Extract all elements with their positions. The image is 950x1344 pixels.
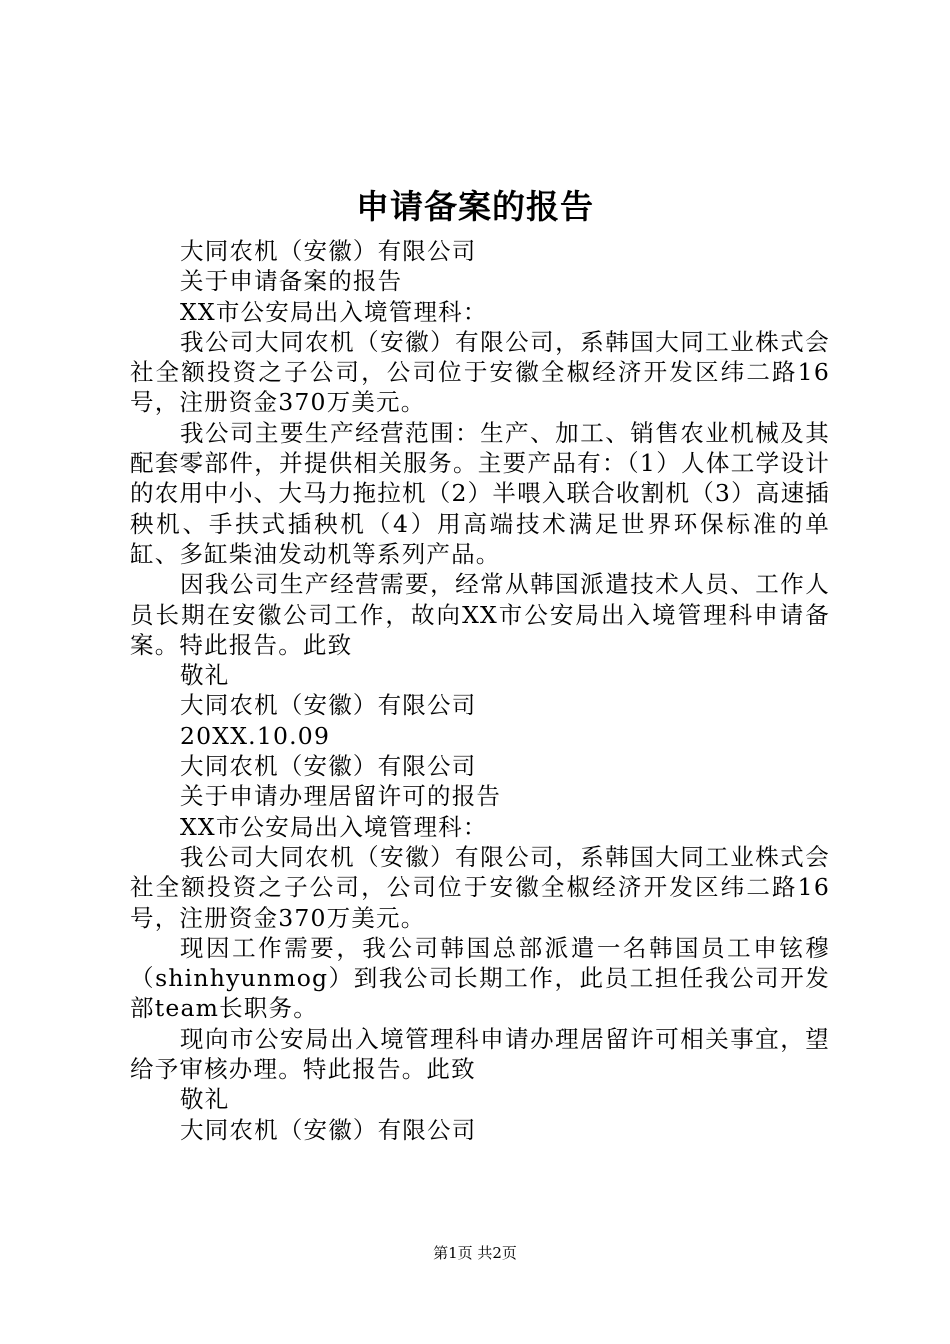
paragraph: XX市公安局出入境管理科：	[180, 297, 488, 326]
paragraph: 因我公司生产经营需要，经常从韩国派遣技术人员、工作人员长期在安徽公司工作，故向XX市公安局出入境管理科申请备案。特此报告。此致	[130, 570, 830, 659]
paragraph: 20XX.10.09	[180, 721, 331, 750]
paragraph: 关于申请备案的报告	[180, 267, 403, 296]
paragraph: 大同农机（安徽）有限公司	[180, 691, 477, 720]
paragraph: 关于申请办理居留许可的报告	[180, 782, 502, 811]
document-title: 申请备案的报告	[356, 187, 594, 226]
paragraph: 敬礼	[180, 1085, 230, 1114]
paragraph: 我公司主要生产经营范围：生产、加工、销售农业机械及其配套零部件，并提供相关服务。主要产品有：（1）人体工学设计的农用中小、大马力拖拉机（2）半喂入联合收割机（3）高速插秧机、手扶式插秧机（4）用高端技术满足世界环保标准的单缸、多缸柴油发动机等系列产品。	[130, 418, 830, 568]
paragraph: 现因工作需要，我公司韩国总部派遣一名韩国员工申铉穆（shinhyunmog）到我公司长期工作，此员工担任我公司开发部team长职务。	[130, 933, 830, 1023]
paragraph: 现向市公安局出入境管理科申请办理居留许可相关事宜，望给予审核办理。特此报告。此致	[130, 1024, 830, 1084]
paragraph: 我公司大同农机（安徽）有限公司，系韩国大同工业株式会社全额投资之子公司，公司位于安徽全椒经济开发区纬二路16号，注册资金370万美元。	[130, 842, 830, 932]
paragraph: 我公司大同农机（安徽）有限公司，系韩国大同工业株式会社全额投资之子公司，公司位于安徽全椒经济开发区纬二路16号，注册资金370万美元。	[130, 327, 830, 417]
paragraph: 大同农机（安徽）有限公司	[180, 752, 477, 781]
page-footer: 第1页 共2页	[433, 1244, 517, 1262]
paragraph: 大同农机（安徽）有限公司	[180, 237, 477, 265]
paragraph: XX市公安局出入境管理科：	[180, 812, 488, 841]
paragraph: 敬礼	[180, 661, 230, 690]
document-body	[130, 236, 830, 1145]
paragraph: 大同农机（安徽）有限公司	[180, 1115, 477, 1144]
